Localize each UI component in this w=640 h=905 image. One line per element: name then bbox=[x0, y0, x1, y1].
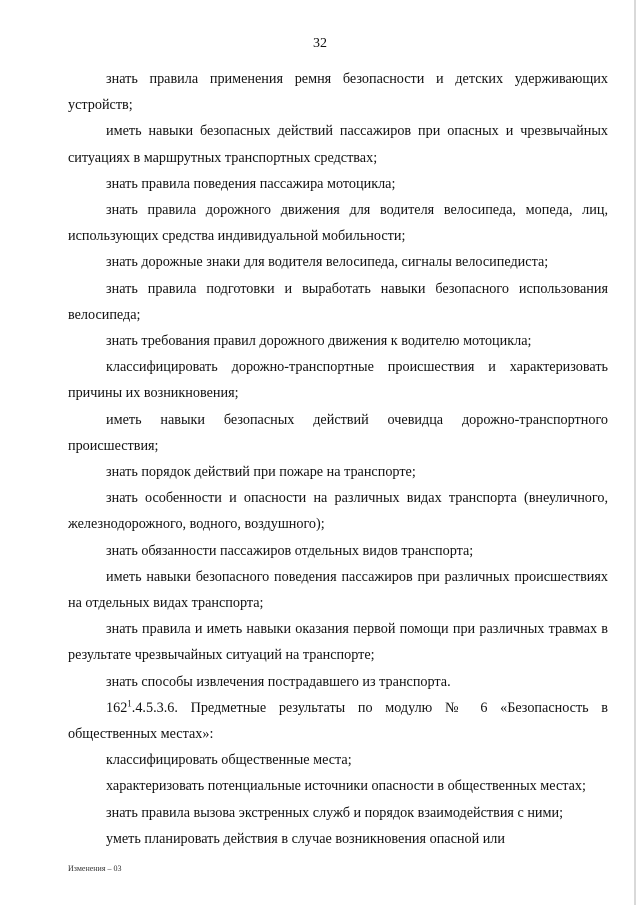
paragraph: знать правила и иметь навыки оказания первой помощи при различных травмах в результате чрезвычайных ситуаций на транспорте; bbox=[68, 621, 608, 664]
footer-revision-note: Изменения – 03 bbox=[68, 864, 122, 873]
paragraph: знать правила вызова экстренных служб и порядок взаимодействия с ними; bbox=[106, 804, 564, 821]
section-heading bbox=[68, 695, 608, 747]
paragraph: классифицировать общественные места; bbox=[106, 752, 352, 769]
paragraph: характеризовать потенциальные источники опасности в общественных местах; bbox=[106, 778, 586, 795]
paragraph: знать обязанности пассажиров отдельных видов транспорта; bbox=[106, 542, 474, 559]
section-number-prefix: 162 bbox=[106, 699, 128, 716]
scan-edge-divider bbox=[634, 0, 636, 905]
paragraph: иметь навыки безопасных действий очевидца дорожно-транспортного происшествия; bbox=[68, 411, 608, 454]
section-title: Предметные результаты по модулю № 6 «Безопасность в общественных местах»: bbox=[68, 699, 608, 743]
document-body bbox=[68, 66, 608, 852]
section-number-suffix: .4.5.3.6. bbox=[131, 699, 178, 716]
paragraph: знать особенности и опасности на различных видах транспорта (внеуличного, железнодорожного, водного, воздушного); bbox=[68, 490, 608, 533]
paragraph: знать правила дорожного движения для водителя велосипеда, мопеда, лиц, использующих средства индивидуальной мобильности; bbox=[68, 202, 608, 245]
paragraph: знать правила применения ремня безопасности и детских удерживающих устройств; bbox=[68, 71, 608, 114]
paragraph: иметь навыки безопасных действий пассажиров при опасных и чрезвычайных ситуациях в маршрутных транспортных средствах; bbox=[68, 123, 608, 166]
paragraph: знать порядок действий при пожаре на транспорте; bbox=[106, 464, 416, 481]
paragraph: классифицировать дорожно-транспортные происшествия и характеризовать причины их возникновения; bbox=[68, 359, 608, 402]
section-number-superscript: 1 bbox=[127, 698, 132, 709]
paragraph: знать способы извлечения пострадавшего из транспорта. bbox=[106, 673, 451, 690]
paragraph: иметь навыки безопасного поведения пассажиров при различных происшествиях на отдельных видах транспорта; bbox=[68, 568, 608, 612]
paragraph: уметь планировать действия в случае возникновения опасной или bbox=[106, 830, 505, 847]
paragraph: знать правила подготовки и выработать навыки безопасного использования велосипеда; bbox=[68, 280, 608, 323]
paragraph: знать правила поведения пассажира мотоцикла; bbox=[106, 175, 396, 192]
paragraph: знать дорожные знаки для водителя велосипеда, сигналы велосипедиста; bbox=[106, 254, 549, 271]
page-number: 32 bbox=[313, 36, 327, 51]
paragraph: знать требования правил дорожного движения к водителю мотоцикла; bbox=[106, 333, 532, 350]
